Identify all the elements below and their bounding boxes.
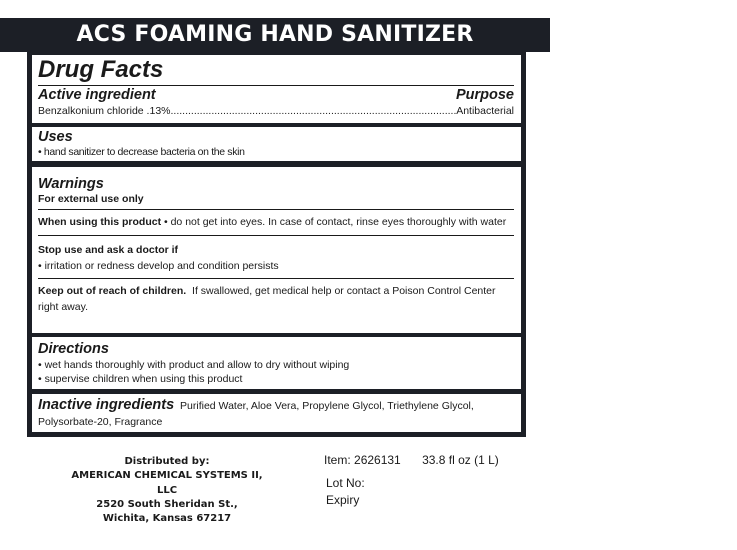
distributor-label: Distributed by: bbox=[124, 456, 210, 467]
directions-item: • supervise children when using this product bbox=[38, 373, 243, 385]
when-using-paragraph bbox=[38, 214, 514, 231]
keep-out-paragraph bbox=[38, 283, 514, 316]
stop-use-paragraph bbox=[38, 242, 514, 275]
ingredient-purpose: Antibacterial bbox=[456, 105, 514, 117]
item-number: 2626131 bbox=[354, 453, 401, 467]
active-ingredient-section bbox=[32, 55, 521, 123]
inactive-ingredients-paragraph bbox=[38, 397, 514, 430]
directions-title: Directions bbox=[38, 341, 109, 357]
inactive-ingredients-title: Inactive ingredients bbox=[38, 397, 175, 413]
lot-label: Lot No: bbox=[326, 476, 365, 490]
keep-out-label: Keep out of reach of children. bbox=[38, 284, 187, 297]
inactive-ingredients-text: Purified Water, Aloe Vera, Propylene Glycol, Triethylene Glycol, Polysorbate-20, Fragrance bbox=[38, 400, 474, 428]
lot-info bbox=[326, 475, 365, 509]
when-using-label: When using this product bbox=[38, 216, 162, 228]
item-info bbox=[324, 453, 499, 468]
product-title: ACS FOAMING HAND SANITIZER bbox=[76, 22, 474, 47]
ingredient-name: Benzalkonium chloride .13% bbox=[38, 105, 171, 117]
divider bbox=[38, 235, 514, 236]
ingredient-row bbox=[38, 104, 514, 118]
external-use-note: For external use only bbox=[38, 193, 144, 205]
stop-use-text: • irritation or redness develop and condition persists bbox=[38, 260, 279, 272]
keep-out-text: If swallowed, get medical help or contact a Poison Control Center right away. bbox=[38, 284, 496, 313]
divider bbox=[38, 209, 514, 210]
divider bbox=[38, 278, 514, 279]
distributor-city: Wichita, Kansas 67217 bbox=[102, 513, 232, 525]
purpose-heading: Purpose bbox=[455, 87, 514, 103]
drug-facts-panel bbox=[27, 52, 526, 437]
active-ingredient-heading: Active ingredient bbox=[38, 87, 156, 103]
distributor-name: AMERICAN CHEMICAL SYSTEMS II, LLC bbox=[71, 470, 263, 496]
drug-facts-title: Drug Facts bbox=[38, 56, 164, 83]
item-size: 33.8 fl oz (1 L) bbox=[422, 453, 499, 467]
divider bbox=[38, 85, 514, 86]
uses-section bbox=[32, 127, 521, 161]
directions-section bbox=[32, 337, 521, 389]
directions-item: • wet hands thoroughly with product and allow to dry without wiping bbox=[38, 359, 350, 371]
inactive-ingredients-section bbox=[32, 394, 521, 432]
item-label: Item: bbox=[324, 453, 351, 467]
uses-title: Uses bbox=[38, 129, 73, 145]
expiry-label: Expiry bbox=[326, 493, 360, 507]
dot-leader bbox=[171, 104, 457, 118]
when-using-text: • do not get into eyes. In case of contact, rinse eyes thoroughly with water bbox=[164, 216, 507, 228]
uses-text: • hand sanitizer to decrease bacteria on the skin bbox=[38, 146, 245, 158]
active-ingredient-header bbox=[38, 87, 514, 104]
stop-use-label: Stop use and ask a doctor if bbox=[38, 243, 179, 256]
warnings-title: Warnings bbox=[38, 176, 104, 192]
warnings-section bbox=[32, 167, 521, 333]
product-title-banner bbox=[0, 18, 550, 52]
distributor-block bbox=[60, 455, 274, 526]
distributor-street: 2520 South Sheridan St., bbox=[96, 498, 238, 510]
